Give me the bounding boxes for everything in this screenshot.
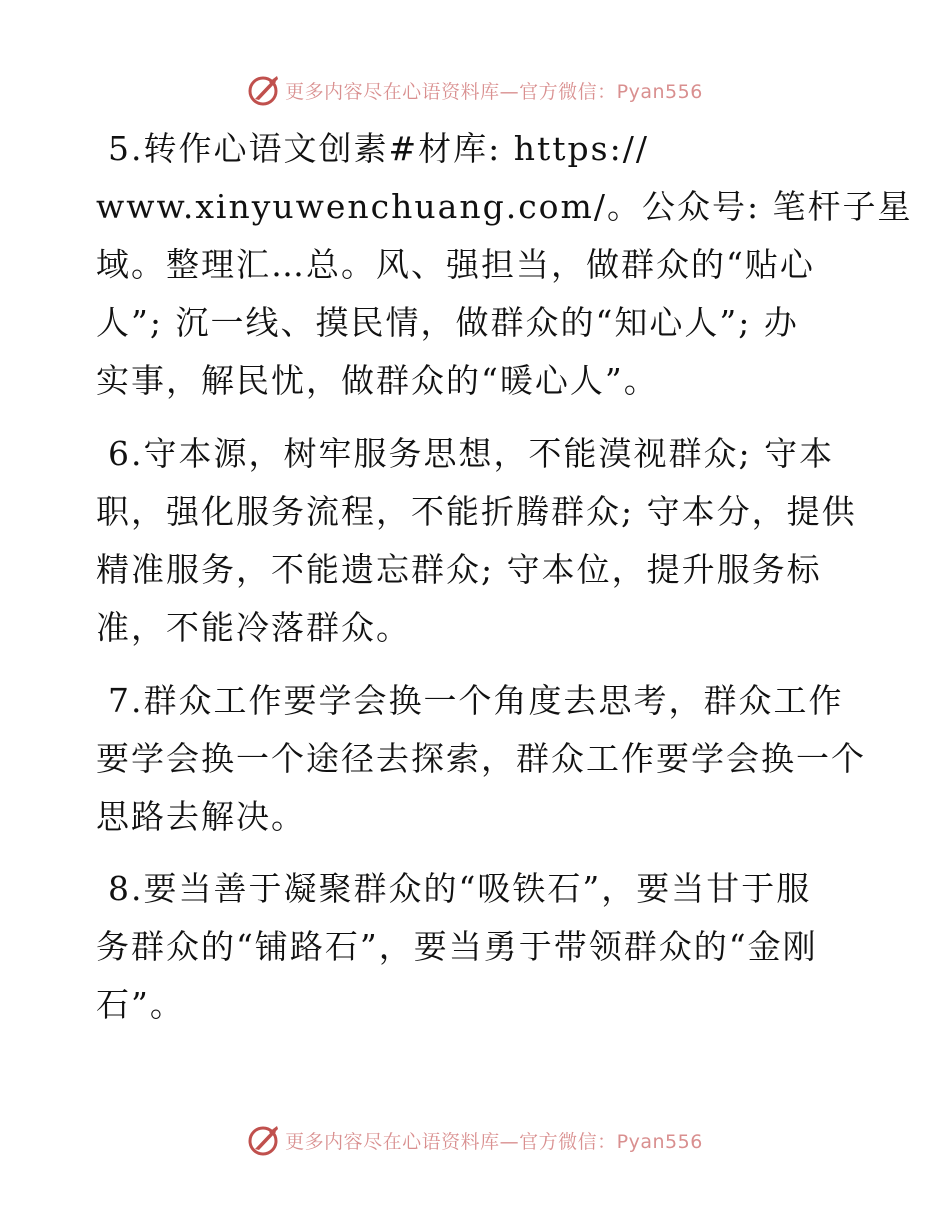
paragraph-7	[96, 672, 866, 846]
paragraph-line: 石”。	[96, 985, 185, 1024]
paragraph-line: 职，强化服务流程，不能折腾群众; 守本分，提供	[96, 492, 857, 531]
paragraph-8	[96, 860, 856, 1034]
footer-banner-text: 更多内容尽在心语资料库—官方微信：Pyan556	[285, 1130, 703, 1153]
paragraph-line: 要学会换一个途径去探索，群众工作要学会换一个	[96, 739, 866, 778]
paragraph-6	[96, 425, 856, 657]
paragraph-line: 5.转作心语文创素#材库: https://	[108, 129, 649, 168]
paragraph-line: 7.群众工作要学会换一个角度去思考，群众工作	[108, 681, 844, 720]
quill-logo-icon	[247, 73, 281, 107]
footer-banner	[0, 1120, 950, 1160]
paragraph-line: 精准服务，不能遗忘群众; 守本位，提升服务标	[96, 550, 822, 589]
header-banner-text: 更多内容尽在心语资料库—官方微信：Pyan556	[285, 80, 703, 103]
paragraph-line: 人”; 沉一线、摸民情，做群众的“知心人”; 办	[96, 303, 799, 342]
paragraph-line: 实事，解民忧，做群众的“暖心人”。	[96, 361, 659, 400]
header-banner	[0, 70, 950, 110]
paragraph-line: 域。整理汇…总。风、强担当，做群众的“贴心	[96, 245, 815, 284]
paragraph-line: 准，不能冷落群众。	[96, 608, 411, 647]
paragraph-line: 思路去解决。	[96, 797, 306, 836]
paragraph-line: 8.要当善于凝聚群众的“吸铁石”，要当甘于服	[108, 869, 812, 908]
paragraph-5	[96, 120, 913, 410]
paragraph-line: www.xinyuwenchuang.com/。公众号: 笔杆子星	[96, 187, 913, 226]
quill-logo-icon	[247, 1123, 281, 1157]
paragraph-line: 务群众的“铺路石”，要当勇于带领群众的“金刚	[96, 927, 818, 966]
paragraph-line: 6.守本源，树牢服务思想，不能漠视群众; 守本	[108, 434, 835, 473]
